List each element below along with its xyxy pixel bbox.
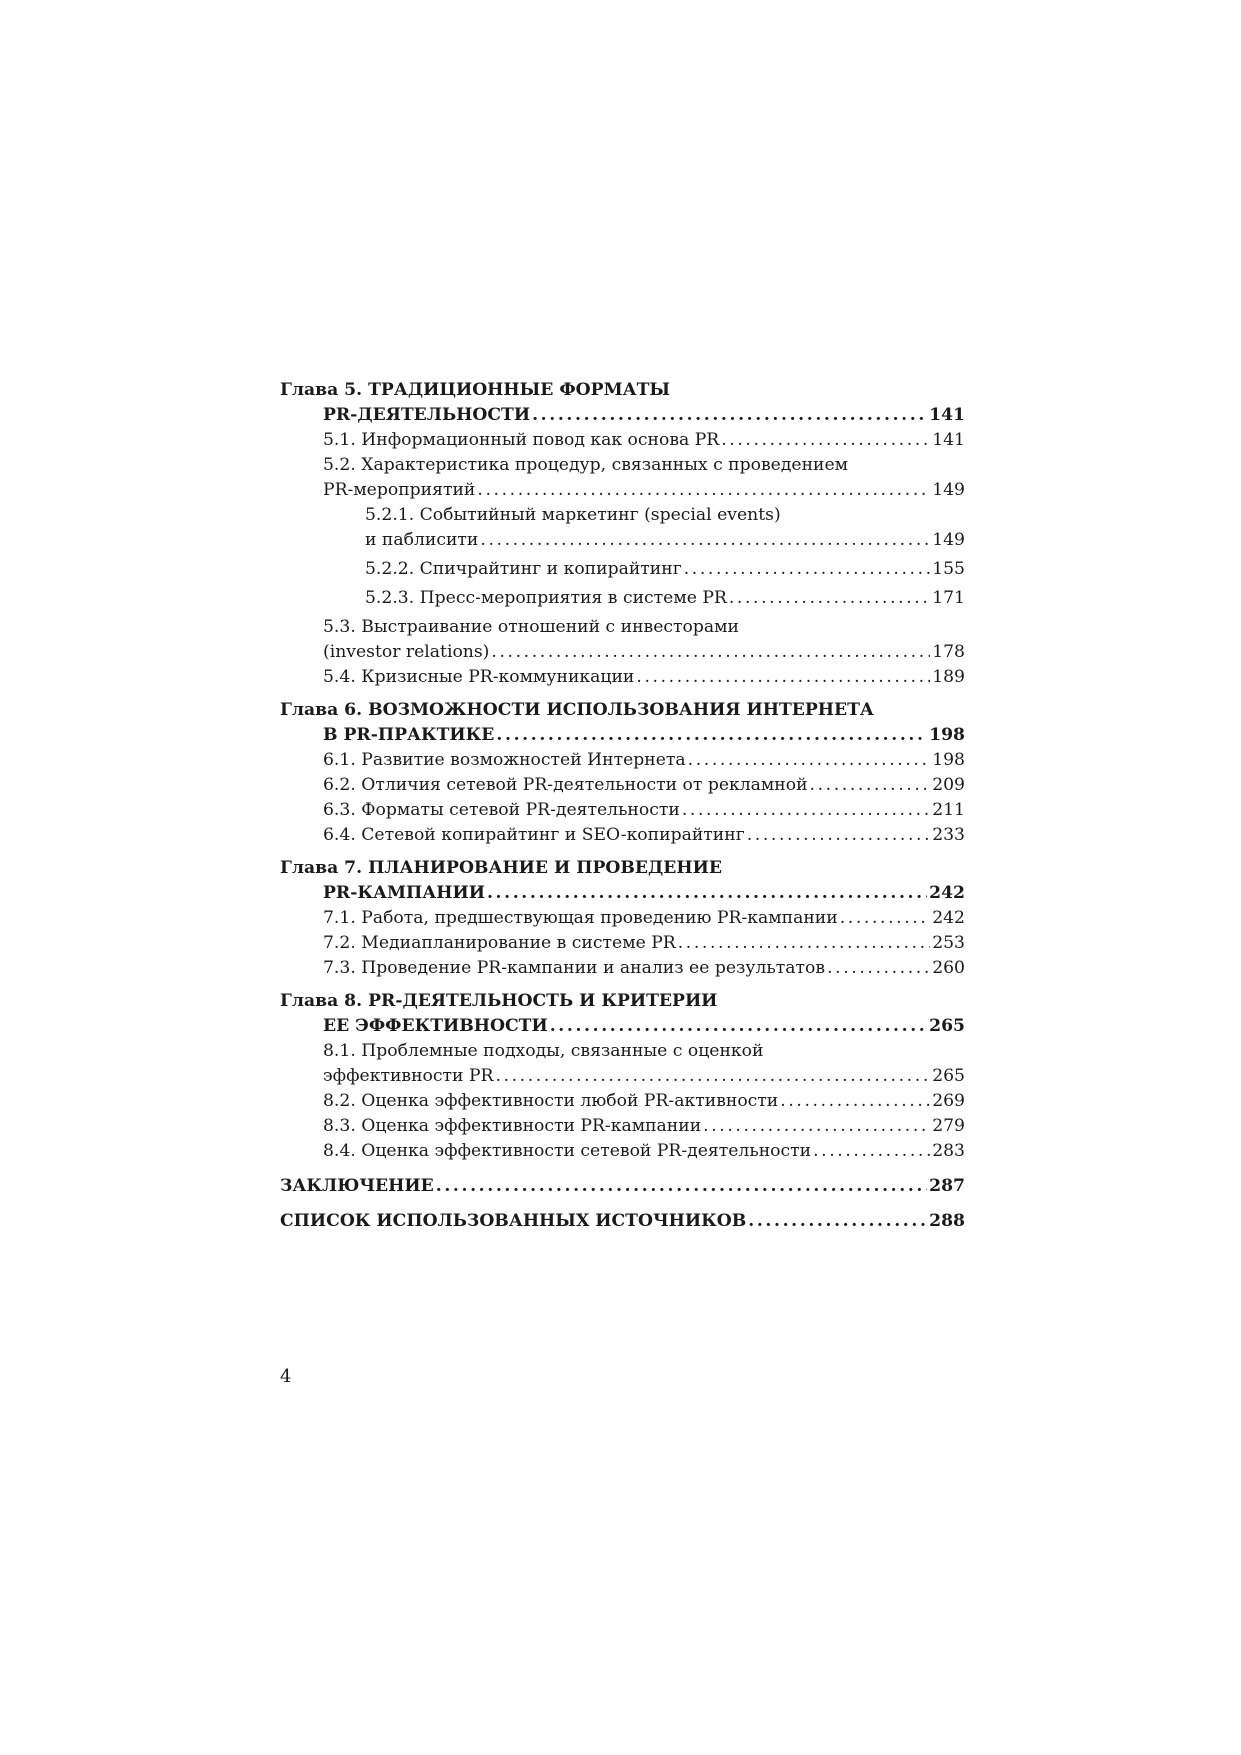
page-ref: 233 — [932, 825, 965, 845]
chapter-8-title-cont: ЕЕ ЭФФЕКТИВНОСТИ — [323, 1016, 548, 1036]
leader-dots — [810, 773, 931, 798]
page-ref: 198 — [929, 725, 965, 745]
leader-dots — [496, 723, 927, 748]
leader-dots — [636, 665, 930, 690]
page-ref: 189 — [932, 667, 965, 687]
section-title: 6.1. Развитие возможностей Интернета — [323, 750, 686, 770]
leader-dots — [780, 1089, 930, 1114]
page-number: 4 — [280, 1366, 292, 1387]
sources-entry — [280, 1209, 965, 1234]
leader-dots — [491, 640, 930, 665]
page-ref: 149 — [932, 530, 965, 550]
leader-dots — [678, 931, 930, 956]
leader-dots — [436, 1174, 927, 1199]
chapter-5-title-cont: PR-ДЕЯТЕЛЬНОСТИ — [323, 405, 531, 425]
page-ref: 209 — [932, 775, 965, 795]
section-8-4 — [280, 1139, 965, 1164]
section-title-cont: (investor relations) — [323, 642, 490, 662]
section-title: 6.3. Форматы сетевой PR-деятельности — [323, 800, 680, 820]
section-title-cont: и паблисити — [365, 530, 479, 550]
page-ref: 269 — [932, 1091, 965, 1111]
page-ref: 287 — [929, 1176, 965, 1196]
section-title: 7.2. Медиапланирование в системе PR — [323, 933, 676, 953]
section-7-1 — [280, 906, 965, 931]
leader-dots — [827, 956, 930, 981]
leader-dots — [703, 1114, 930, 1139]
chapter-6-title-cont: В PR-ПРАКТИКЕ — [323, 725, 495, 745]
page-ref: 155 — [932, 559, 965, 579]
chapter-5-entry — [280, 403, 965, 428]
chapter-5-title: Глава 5. ТРАДИЦИОННЫЕ ФОРМАТЫ — [280, 380, 671, 400]
leader-dots — [550, 1014, 927, 1039]
leader-dots — [729, 586, 930, 611]
leader-dots — [721, 428, 930, 453]
section-title: 5.2.3. Пресс-мероприятия в системе PR — [365, 588, 727, 608]
section-title: 7.1. Работа, предшествующая проведению PR-кампании — [323, 908, 838, 928]
section-5-3 — [280, 640, 965, 665]
page-ref: 211 — [932, 800, 965, 820]
page-ref: 171 — [932, 588, 965, 608]
section-7-2 — [280, 931, 965, 956]
leader-dots — [747, 823, 930, 848]
page-ref: 242 — [932, 908, 965, 928]
section-6-3 — [280, 798, 965, 823]
section-title: 8.3. Оценка эффективности PR-кампании — [323, 1116, 702, 1136]
page-ref: 178 — [932, 642, 965, 662]
leader-dots — [487, 881, 927, 906]
chapter-6-title: Глава 6. ВОЗМОЖНОСТИ ИСПОЛЬЗОВАНИЯ ИНТЕРНЕТА — [280, 700, 874, 720]
chapter-8-entry — [280, 1014, 965, 1039]
section-5-2-title: 5.2. Характеристика процедур, связанных с проведением — [323, 455, 849, 475]
page-ref: 198 — [932, 750, 965, 770]
conclusion-title: ЗАКЛЮЧЕНИЕ — [280, 1176, 434, 1196]
section-title-cont: эффективности PR — [323, 1066, 494, 1086]
section-title: 6.4. Сетевой копирайтинг и SEO-копирайтинг — [323, 825, 745, 845]
section-title: 5.4. Кризисные PR-коммуникации — [323, 667, 635, 687]
page-ref: 265 — [929, 1016, 965, 1036]
sources-title: СПИСОК ИСПОЛЬЗОВАННЫХ ИСТОЧНИКОВ — [280, 1211, 747, 1231]
section-5-1 — [280, 428, 965, 453]
conclusion-entry — [280, 1174, 965, 1199]
subsection-5-2-2 — [280, 557, 965, 582]
section-title: 7.3. Проведение PR-кампании и анализ ее результатов — [323, 958, 826, 978]
leader-dots — [688, 748, 931, 773]
page-ref: 141 — [932, 430, 965, 450]
section-6-2 — [280, 773, 965, 798]
chapter-6-entry — [280, 723, 965, 748]
section-title: 5.1. Информационный повод как основа PR — [323, 430, 720, 450]
section-title-cont: PR-мероприятий — [323, 480, 476, 500]
subsection-5-2-1 — [280, 528, 965, 553]
section-6-1 — [280, 748, 965, 773]
leader-dots — [480, 528, 930, 553]
section-8-2 — [280, 1089, 965, 1114]
section-6-4 — [280, 823, 965, 848]
chapter-7-entry — [280, 881, 965, 906]
leader-dots — [813, 1139, 930, 1164]
section-5-2 — [280, 478, 965, 503]
chapter-8-title: Глава 8. PR-ДЕЯТЕЛЬНОСТЬ И КРИТЕРИИ — [280, 991, 718, 1011]
chapter-7-title: Глава 7. ПЛАНИРОВАНИЕ И ПРОВЕДЕНИЕ — [280, 858, 722, 878]
section-5-4 — [280, 665, 965, 690]
section-title: 6.2. Отличия сетевой PR-деятельности от рекламной — [323, 775, 808, 795]
section-title: 5.2.2. Спичрайтинг и копирайтинг — [365, 559, 682, 579]
section-title: 8.2. Оценка эффективности любой PR-активности — [323, 1091, 779, 1111]
page-ref: 288 — [929, 1211, 965, 1231]
subsection-5-2-1-title: 5.2.1. Событийный маркетинг (special events) — [365, 505, 781, 525]
section-8-3 — [280, 1114, 965, 1139]
page-ref: 265 — [932, 1066, 965, 1086]
table-of-contents — [280, 378, 965, 1234]
subsection-5-2-3 — [280, 586, 965, 611]
leader-dots — [477, 478, 930, 503]
chapter-7-title-cont: PR-КАМПАНИИ — [323, 883, 485, 903]
leader-dots — [840, 906, 930, 931]
leader-dots — [684, 557, 930, 582]
section-8-1-title: 8.1. Проблемные подходы, связанные с оценкой — [323, 1041, 764, 1061]
page-ref: 242 — [929, 883, 965, 903]
leader-dots — [532, 403, 927, 428]
section-5-3-title: 5.3. Выстраивание отношений с инвесторами — [323, 617, 739, 637]
page-ref: 141 — [929, 405, 965, 425]
leader-dots — [495, 1064, 930, 1089]
section-8-1 — [280, 1064, 965, 1089]
section-7-3 — [280, 956, 965, 981]
leader-dots — [682, 798, 930, 823]
page-ref: 260 — [932, 958, 965, 978]
leader-dots — [748, 1209, 927, 1234]
page-ref: 253 — [932, 933, 965, 953]
section-title: 8.4. Оценка эффективности сетевой PR-деятельности — [323, 1141, 812, 1161]
page-ref: 279 — [932, 1116, 965, 1136]
page-ref: 283 — [932, 1141, 965, 1161]
page-ref: 149 — [932, 480, 965, 500]
